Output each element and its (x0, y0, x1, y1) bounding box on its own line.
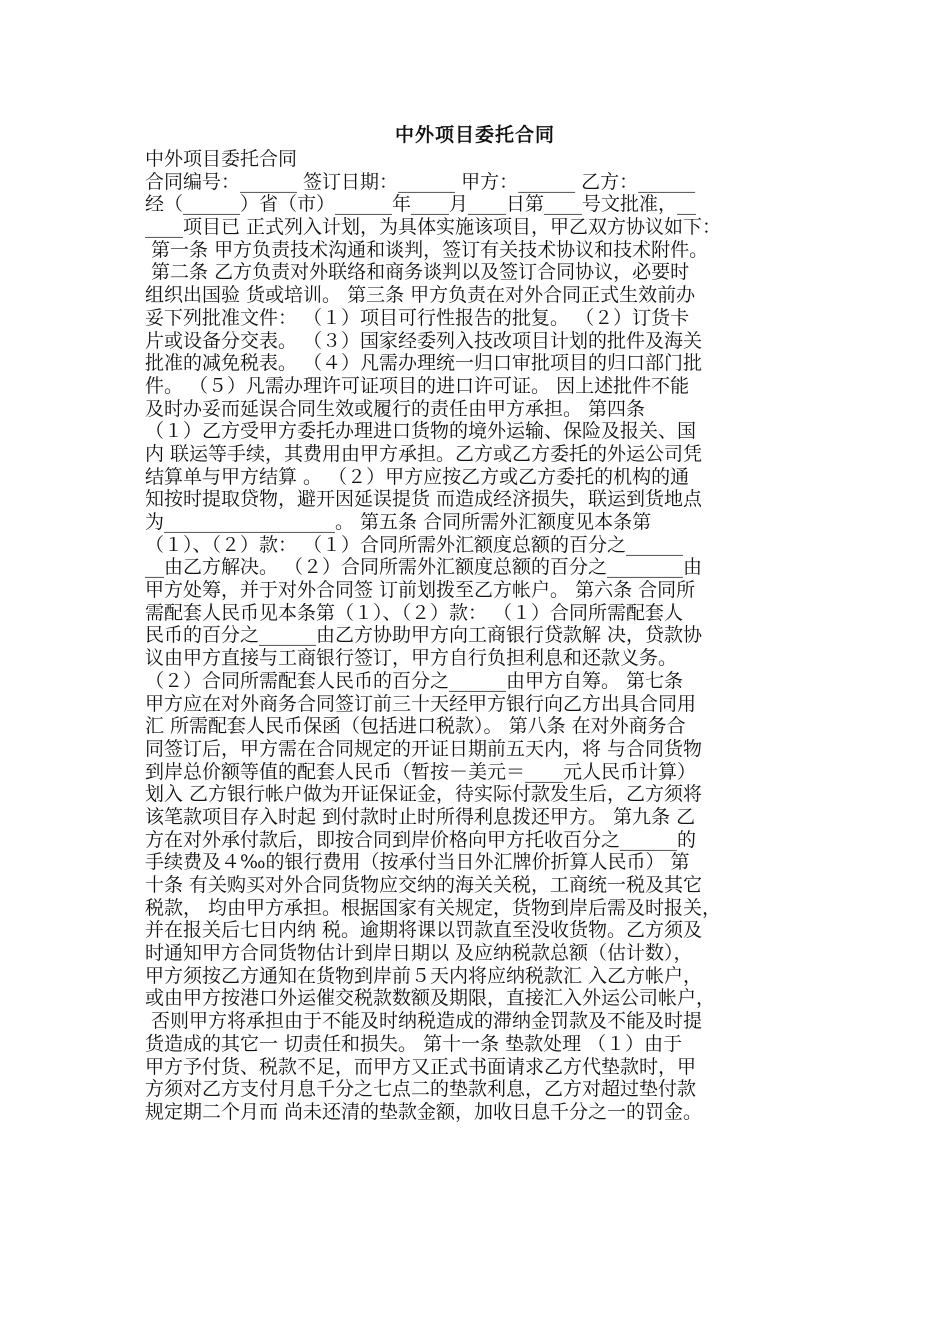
document-text-line: 甲方处筹，并于对外合同签 订前划拨至乙方帐户。 第六条 合同所 (145, 579, 696, 602)
document-text-line: 甲方须按乙方通知在货物到岸前５天内将应纳税款汇 入乙方帐户， (145, 964, 703, 987)
document-title: 中外项目委托合同 (394, 124, 555, 146)
document-text-line: 并在报关后七日内纳 税。逾期将课以罚款直至没收货物。乙方须及 (145, 919, 703, 942)
document-text-line: 方须对乙方支付月息千分之七点二的垫款利息，乙方对超过垫付款 (145, 1078, 697, 1101)
document-text-line: 为__________________。 第五条 合同所需外汇额度见本条第 (145, 511, 652, 533)
document-text-line: 件。 （５）凡需办理许可证项目的进口许可证。 因上述批件不能 (145, 374, 690, 397)
document-text-line: 批准的减免税表。 （４）凡需办理统一归口审批项目的归口部门批 (145, 352, 703, 375)
document-text-line: 知按时提取贷物，避开因延误提货 而造成经济损失，联运到货地点 (145, 488, 703, 511)
document-text-line: 否则甲方将承担由于不能及时纳税造成的滞纳金罚款及不能及时提 (145, 1010, 703, 1033)
document-text-line: 手续费及４‰的银行费用（按承付当日外汇牌价折算人民币） 第 (145, 851, 690, 874)
document-text-line: 货造成的其它一 切责任和损失。 第十一条 垫款处理 （１）由于 (145, 1032, 683, 1055)
document-text-line: 妥下列批准文件： （１）项目可行性报告的批复。 （２）订货卡 (145, 306, 690, 329)
document-text-line: 汇 所需配套人民币保函（包括进口税款）。 第八条 在对外商务合 (145, 715, 686, 738)
document-text-line: 及时办妥而延误合同生效或履行的责任由甲方承担。 第四条 (145, 397, 646, 420)
document-text-line: 经（______）省（市）______年____月____日第____号文批准，__ (145, 193, 697, 216)
document-text-line: 需配套人民币见本条第（１）、（２）款： （１）合同所需配套人 (145, 601, 684, 624)
document-text-line: 第一条 甲方负责技术沟通和谈判，签订有关技术协议和技术附件。 (145, 238, 709, 261)
document-text-line: 规定期二个月而 尚未还清的垫款金额，加收日息千分之一的罚金。 (145, 1100, 703, 1123)
document-body (145, 148, 815, 1124)
document-text-line: 议由甲方直接与工商银行签订，甲方自行负担利息和还款义务。 (145, 647, 678, 670)
document-text-line: 时通知甲方合同货物估计到岸日期以 及应纳税款总额（估计数）， (145, 942, 693, 965)
document-text-line: 甲方应在对外商务合同签订前三十天经甲方银行向乙方出具合同用 (145, 692, 697, 715)
document-text-line: 十条 有关购买对外合同货物应交纳的海关关税，工商统一税及其它 (145, 874, 703, 896)
document-text-line: 结算单与甲方结算 。 （２）甲方应按乙方或乙方委托的机构的通 (145, 465, 690, 488)
document-text-line: 内 联运等手续，其费用由甲方承担。乙方或乙方委托的外运公司凭 (145, 442, 703, 465)
document-text-line: 片或设备分交表。 （３）国家经委列入技改项目计划的批件及海关 (145, 329, 703, 352)
document-text-line: 同签订后，甲方需在合同规定的开证日期前五天内，将 与合同货物 (145, 737, 703, 760)
document-text-line: 第二条 乙方负责对外联络和商务谈判以及签订合同协议，必要时 (145, 261, 690, 284)
document-text-line: 组织出国验 货或培训。 第三条 甲方负责在对外合同正式生效前办 (145, 284, 696, 307)
document-text-line: 划入 乙方银行帐户做为开证保证金，待实际付款发生后，乙方须将 (145, 783, 703, 806)
document-text-line: 甲方予付货、税款不足，而甲方又正式书面请求乙方代垫款时，甲 (145, 1055, 697, 1078)
document-text-line: （１）、（２）款： （１）合同所需外汇额度总额的百分之______ (145, 533, 684, 556)
document-text-line: __由乙方解决。 （２）合同所需外汇额度总额的百分之________由 (145, 556, 703, 579)
document-text-line: （２）合同所需配套人民币的百分之______由甲方自筹。 第七条 (145, 669, 684, 692)
document-text-line: 或由甲方按港口外运催交税款数额及期限，直接汇入外运公司帐户， (145, 987, 716, 1010)
document-text-line: 方在对外承付款后，即按合同到岸价格向甲方托收百分之______的 (145, 828, 697, 851)
document-text-line: 税款， 均由甲方承担。根据国家有关规定，货物到岸后需及时报关， (145, 896, 722, 919)
document-text-line: 合同编号：______ 签订日期：______ 甲方：______ 乙方：______ (145, 170, 696, 193)
document-text-line: 该笔款项目存入时起 到付款时止时所得利息拨还甲方。 第九条 乙 (145, 805, 696, 828)
document-text-line: 中外项目委托合同 (145, 148, 298, 170)
document-text-line: ____项目已 正式列入计划，为具体实施该项目，甲乙双方协议如下： (145, 216, 722, 239)
document-text-line: （１）乙方受甲方委托办理进口货物的境外运输、保险及报关、国 (145, 420, 697, 443)
document-text-line: 到岸总价额等值的配套人民币（暂按－美元＝____元人民币计算） (145, 760, 697, 783)
document-text-line: 民币的百分之______由乙方协助甲方向工商银行贷款解 决，贷款协 (145, 624, 703, 647)
